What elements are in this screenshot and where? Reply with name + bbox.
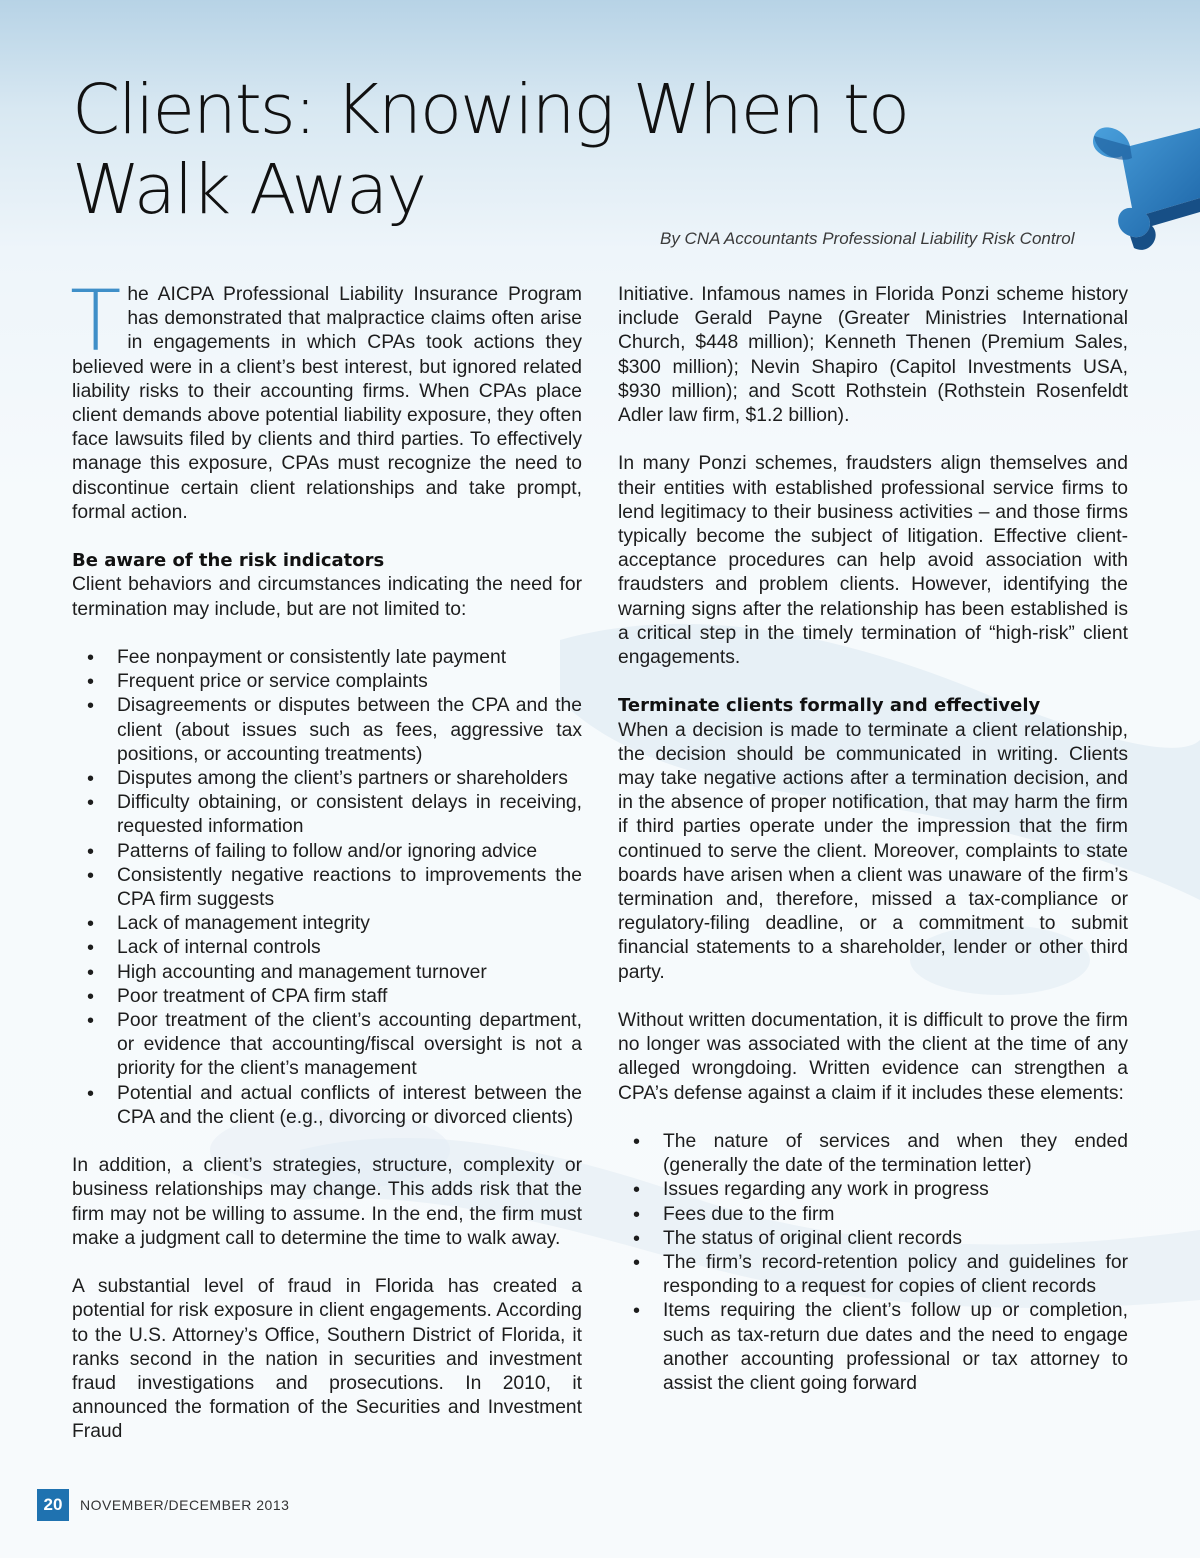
article-byline: By CNA Accountants Professional Liability Risk Control: [660, 229, 1075, 248]
intro-paragraph: [70, 272, 582, 525]
list-item: • Lack of internal controls: [72, 936, 582, 960]
list-item: • Consistently negative reactions to improvements the CPA firm suggests: [72, 864, 582, 912]
terminate-paragraph: When a decision is made to terminate a client relationship, the decision should be communicated in writing. Clients may take negative actions after a termination decision, and in the absence of proper notification, that may harm the firm if third parties operate under the impression that the firm continued to serve the client. Moreover, complaints to state boards have arisen when a client was unaware of the firm’s termination and, therefore, missed a tax-compliance or regulatory-filing deadline, or a commitment to submit financial statements to a shareholder, lender or other third party.: [618, 719, 1128, 983]
list-item: • Fees due to the firm: [618, 1203, 1128, 1227]
list-item: • Lack of management integrity: [72, 912, 582, 936]
documentation-paragraph: Without written documentation, it is difficult to prove the firm no longer was associated with the client at the time of any alleged wrongdoing. Written evidence can strengthen a CPA’s defense against a claim if it includes these elements:: [618, 1010, 1128, 1104]
list-item: • Poor treatment of the client’s accounting department, or evidence that accounting/fiscal oversight is not a priority for the client’s management: [72, 1009, 582, 1082]
list-item: • High accounting and management turnover: [72, 961, 582, 985]
list-item: • Poor treatment of CPA firm staff: [72, 985, 582, 1009]
list-item: • Potential and actual conflicts of interest between the CPA and the client (e.g., divorcing or divorced clients): [72, 1082, 582, 1130]
list-item: • Patterns of failing to follow and/or ignoring advice: [72, 840, 582, 864]
list-item: • Difficulty obtaining, or consistent delays in receiving, requested information: [72, 791, 582, 839]
list-item: • Disagreements or disputes between the CPA and the client (about issues such as fees, aggressive tax positions, or accounting treatments): [72, 694, 582, 767]
right-column: [618, 283, 1128, 1420]
list-item: • Issues regarding any work in progress: [618, 1178, 1128, 1202]
page-number: 20: [37, 1489, 69, 1521]
article-title: Clients: Knowing When to Walk Away: [72, 70, 909, 230]
list-item: • Frequent price or service complaints: [72, 670, 582, 694]
page-footer: [37, 1489, 289, 1521]
list-item: • Fee nonpayment or consistently late payment: [72, 646, 582, 670]
strategy-change-paragraph: In addition, a client’s strategies, structure, complexity or business relationships may change. This adds risk that the firm may not be willing to assume. In the end, the firm must make a judgment call to determine the time to walk away.: [72, 1155, 582, 1249]
list-item: • The nature of services and when they ended (generally the date of the termination letter): [618, 1130, 1128, 1178]
florida-fraud-paragraph: A substantial level of fraud in Florida has created a potential for risk exposure in client engagements. According to the U.S. Attorney’s Office, Southern District of Florida, it ranks second in the nation in securities and investment fraud investigations and prosecutions. In 2010, it announced the formation of the Securities and Investment Fraud: [72, 1276, 582, 1443]
risk-indicators-list: [72, 646, 582, 1130]
list-item: • The firm’s record-retention policy and guidelines for responding to a request for copies of client records: [618, 1251, 1128, 1299]
documentation-elements-list: [618, 1130, 1128, 1396]
risk-indicators-lead: Client behaviors and circumstances indicating the need for termination may include, but are not limited to:: [72, 574, 582, 620]
terminate-clients-heading: Terminate clients formally and effectively: [618, 695, 1041, 717]
puzzle-piece-graphic: [1090, 98, 1200, 273]
ponzi-schemes-paragraph: In many Ponzi schemes, fraudsters align themselves and their entities with established professional service firms to lend legitimacy to their business activities – and those firms typically become the subject of litigation. Effective client-acceptance procedures can help avoid association with fraudsters and problem clients. However, identifying the warning signs after the relationship has been established is a critical step in the timely termination of “high-risk” client engagements.: [618, 453, 1128, 669]
left-column: [70, 272, 582, 1445]
list-item: • Items requiring the client’s follow up or completion, such as tax-return due dates and the need to engage another accounting professional or tax attorney to assist the client going forward: [618, 1299, 1128, 1396]
list-item: • The status of original client records: [618, 1227, 1128, 1251]
issue-date: NOVEMBER/DECEMBER 2013: [80, 1497, 290, 1513]
intro-text: he AICPA Professional Liability Insurance Program has demonstrated that malpractice claims often arise in engagements in which CPAs took actions they believed were in a client’s best interest, but ignored related liability risks to their accounting firms. When CPAs place client demands above potential liability exposure, they often face lawsuits filed by clients and third parties. To effectively manage this exposure, CPAs must recognize the need to discontinue certain client relationships and take prompt, formal action.: [72, 284, 582, 523]
drop-cap: T: [70, 272, 122, 370]
list-item: • Disputes among the client’s partners or shareholders: [72, 767, 582, 791]
risk-indicators-heading: Be aware of the risk indicators: [72, 550, 385, 572]
ponzi-names-paragraph: Initiative. Infamous names in Florida Ponzi scheme history include Gerald Payne (Greater Ministries International Church, $448 million); Kenneth Thenen (Premium Sales, $300 million); Nevin Shapiro (Capitol Investments USA, $930 million); and Scott Rothstein (Rothstein Rosenfeldt Adler law firm, $1.2 billion).: [618, 284, 1128, 427]
